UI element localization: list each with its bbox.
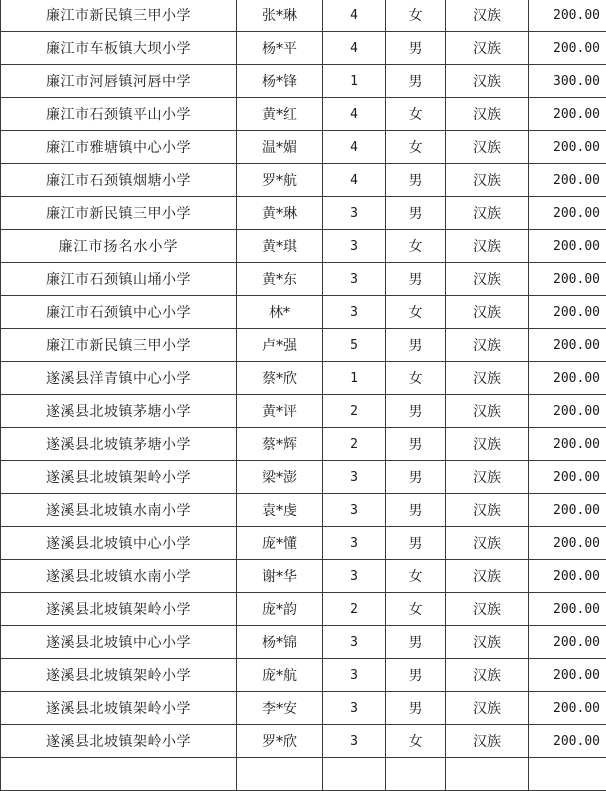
table-row	[1, 329, 606, 362]
cell-amount: 200.00	[529, 98, 606, 131]
cell-student-name: 梁*澎	[237, 461, 323, 494]
cell-grade: 3	[323, 494, 386, 527]
cell-amount: 200.00	[529, 131, 606, 164]
cell-school: 遂溪县北坡镇茅塘小学	[1, 428, 237, 461]
cell-ethnicity: 汉族	[446, 263, 529, 296]
cell-grade: 2	[323, 395, 386, 428]
cell-grade: 3	[323, 527, 386, 560]
cell-gender: 男	[386, 626, 446, 659]
cell-amount: 200.00	[529, 329, 606, 362]
cell-student-name: 李*安	[237, 692, 323, 725]
cell-school: 遂溪县北坡镇中心小学	[1, 626, 237, 659]
cell-grade: 3	[323, 626, 386, 659]
cell-ethnicity: 汉族	[446, 0, 529, 32]
cell-gender: 女	[386, 296, 446, 329]
cell-gender: 男	[386, 32, 446, 65]
cell-school: 廉江市雅塘镇中心小学	[1, 131, 237, 164]
cell-student-name: 卢*强	[237, 329, 323, 362]
cell-student-name: 庞*韵	[237, 593, 323, 626]
cell-amount: 200.00	[529, 494, 606, 527]
cell-amount: 200.00	[529, 626, 606, 659]
table-body	[1, 0, 606, 791]
cell-student-name: 罗*航	[237, 164, 323, 197]
cell-gender: 女	[386, 98, 446, 131]
cell-gender: 女	[386, 593, 446, 626]
cell-grade: 3	[323, 560, 386, 593]
cell-student-name: 庞*航	[237, 659, 323, 692]
cell-school: 廉江市石颈镇中心小学	[1, 296, 237, 329]
cell-ethnicity	[446, 758, 529, 791]
table-row	[1, 0, 606, 32]
cell-grade: 3	[323, 263, 386, 296]
cell-amount: 200.00	[529, 296, 606, 329]
cell-ethnicity: 汉族	[446, 230, 529, 263]
cell-amount: 200.00	[529, 527, 606, 560]
cell-amount: 200.00	[529, 164, 606, 197]
cell-amount: 200.00	[529, 692, 606, 725]
cell-ethnicity: 汉族	[446, 692, 529, 725]
cell-grade: 1	[323, 362, 386, 395]
cell-student-name: 庞*懂	[237, 527, 323, 560]
cell-gender: 女	[386, 725, 446, 758]
cell-gender: 男	[386, 692, 446, 725]
cell-school: 遂溪县北坡镇架岭小学	[1, 593, 237, 626]
cell-ethnicity: 汉族	[446, 98, 529, 131]
cell-student-name: 黄*红	[237, 98, 323, 131]
cell-gender: 男	[386, 527, 446, 560]
cell-amount: 200.00	[529, 560, 606, 593]
cell-gender: 男	[386, 659, 446, 692]
table-row	[1, 692, 606, 725]
cell-school: 遂溪县北坡镇架岭小学	[1, 725, 237, 758]
table-row	[1, 263, 606, 296]
cell-grade: 4	[323, 131, 386, 164]
cell-grade	[323, 758, 386, 791]
cell-student-name: 杨*锋	[237, 65, 323, 98]
cell-student-name: 温*媚	[237, 131, 323, 164]
cell-amount: 200.00	[529, 362, 606, 395]
cell-grade: 3	[323, 725, 386, 758]
cell-grade: 3	[323, 230, 386, 263]
cell-school: 廉江市新民镇三甲小学	[1, 197, 237, 230]
table-row	[1, 65, 606, 98]
table-row	[1, 725, 606, 758]
cell-student-name: 罗*欣	[237, 725, 323, 758]
cell-amount: 200.00	[529, 659, 606, 692]
cell-ethnicity: 汉族	[446, 32, 529, 65]
cell-grade: 4	[323, 32, 386, 65]
cell-gender: 男	[386, 395, 446, 428]
cell-school: 廉江市石颈镇烟塘小学	[1, 164, 237, 197]
table-row	[1, 395, 606, 428]
cell-ethnicity: 汉族	[446, 593, 529, 626]
table-row	[1, 131, 606, 164]
cell-grade: 3	[323, 659, 386, 692]
table-row	[1, 98, 606, 131]
cell-student-name: 蔡*欣	[237, 362, 323, 395]
table-row	[1, 494, 606, 527]
cell-school	[1, 758, 237, 791]
cell-student-name	[237, 758, 323, 791]
cell-ethnicity: 汉族	[446, 329, 529, 362]
cell-gender	[386, 758, 446, 791]
cell-amount: 200.00	[529, 428, 606, 461]
cell-student-name: 袁*虔	[237, 494, 323, 527]
cell-gender: 男	[386, 197, 446, 230]
cell-gender: 男	[386, 329, 446, 362]
cell-gender: 男	[386, 65, 446, 98]
cell-amount: 200.00	[529, 263, 606, 296]
cell-gender: 男	[386, 164, 446, 197]
cell-ethnicity: 汉族	[446, 527, 529, 560]
cell-school: 遂溪县北坡镇架岭小学	[1, 659, 237, 692]
cell-school: 廉江市新民镇三甲小学	[1, 0, 237, 32]
cell-student-name: 蔡*辉	[237, 428, 323, 461]
table-row	[1, 659, 606, 692]
cell-school: 遂溪县北坡镇中心小学	[1, 527, 237, 560]
cell-student-name: 谢*华	[237, 560, 323, 593]
cell-ethnicity: 汉族	[446, 131, 529, 164]
cell-student-name: 林*	[237, 296, 323, 329]
cell-ethnicity: 汉族	[446, 626, 529, 659]
cell-student-name: 黄*东	[237, 263, 323, 296]
cell-gender: 男	[386, 461, 446, 494]
cell-grade: 2	[323, 428, 386, 461]
cell-school: 廉江市新民镇三甲小学	[1, 329, 237, 362]
cell-grade: 4	[323, 164, 386, 197]
table-row	[1, 296, 606, 329]
cell-school: 廉江市河唇镇河唇中学	[1, 65, 237, 98]
cell-ethnicity: 汉族	[446, 362, 529, 395]
cell-grade: 4	[323, 0, 386, 32]
cell-student-name: 杨*锦	[237, 626, 323, 659]
cell-amount: 200.00	[529, 197, 606, 230]
cell-ethnicity: 汉族	[446, 296, 529, 329]
cell-school: 遂溪县洋青镇中心小学	[1, 362, 237, 395]
table-row	[1, 461, 606, 494]
cell-school: 遂溪县北坡镇水南小学	[1, 494, 237, 527]
cell-gender: 女	[386, 560, 446, 593]
cell-amount: 300.00	[529, 65, 606, 98]
cell-grade: 2	[323, 593, 386, 626]
table-row	[1, 197, 606, 230]
cell-student-name: 黄*琳	[237, 197, 323, 230]
cell-ethnicity: 汉族	[446, 65, 529, 98]
table-row	[1, 560, 606, 593]
cell-student-name: 张*琳	[237, 0, 323, 32]
cell-gender: 男	[386, 263, 446, 296]
cell-gender: 女	[386, 230, 446, 263]
table-row	[1, 593, 606, 626]
cell-grade: 4	[323, 98, 386, 131]
table-row	[1, 230, 606, 263]
cell-gender: 女	[386, 131, 446, 164]
cell-ethnicity: 汉族	[446, 428, 529, 461]
table-row	[1, 527, 606, 560]
cell-amount: 200.00	[529, 395, 606, 428]
cell-amount: 200.00	[529, 0, 606, 32]
cell-ethnicity: 汉族	[446, 560, 529, 593]
cell-amount: 200.00	[529, 593, 606, 626]
cell-ethnicity: 汉族	[446, 197, 529, 230]
cell-grade: 1	[323, 65, 386, 98]
table-row	[1, 626, 606, 659]
cell-school: 廉江市石颈镇山埇小学	[1, 263, 237, 296]
cell-grade: 5	[323, 329, 386, 362]
cell-amount: 200.00	[529, 725, 606, 758]
cell-ethnicity: 汉族	[446, 725, 529, 758]
cell-ethnicity: 汉族	[446, 659, 529, 692]
cell-gender: 男	[386, 494, 446, 527]
cell-ethnicity: 汉族	[446, 395, 529, 428]
table-row	[1, 164, 606, 197]
cell-gender: 男	[386, 428, 446, 461]
table-row	[1, 428, 606, 461]
table-row	[1, 758, 606, 791]
cell-ethnicity: 汉族	[446, 494, 529, 527]
cell-grade: 3	[323, 461, 386, 494]
cell-ethnicity: 汉族	[446, 461, 529, 494]
cell-student-name: 黄*评	[237, 395, 323, 428]
table-row	[1, 362, 606, 395]
cell-grade: 3	[323, 197, 386, 230]
table-row	[1, 32, 606, 65]
cell-amount: 200.00	[529, 230, 606, 263]
cell-school: 廉江市车板镇大坝小学	[1, 32, 237, 65]
cell-grade: 3	[323, 692, 386, 725]
cell-school: 遂溪县北坡镇水南小学	[1, 560, 237, 593]
cell-school: 廉江市石颈镇平山小学	[1, 98, 237, 131]
cell-gender: 女	[386, 362, 446, 395]
cell-student-name: 杨*平	[237, 32, 323, 65]
cell-student-name: 黄*琪	[237, 230, 323, 263]
cell-school: 遂溪县北坡镇茅塘小学	[1, 395, 237, 428]
cell-amount: 200.00	[529, 461, 606, 494]
cell-gender: 女	[386, 0, 446, 32]
cell-school: 廉江市扬名水小学	[1, 230, 237, 263]
cell-ethnicity: 汉族	[446, 164, 529, 197]
cell-amount: 200.00	[529, 32, 606, 65]
cell-school: 遂溪县北坡镇架岭小学	[1, 692, 237, 725]
cell-school: 遂溪县北坡镇架岭小学	[1, 461, 237, 494]
cell-amount	[529, 758, 606, 791]
cell-grade: 3	[323, 296, 386, 329]
